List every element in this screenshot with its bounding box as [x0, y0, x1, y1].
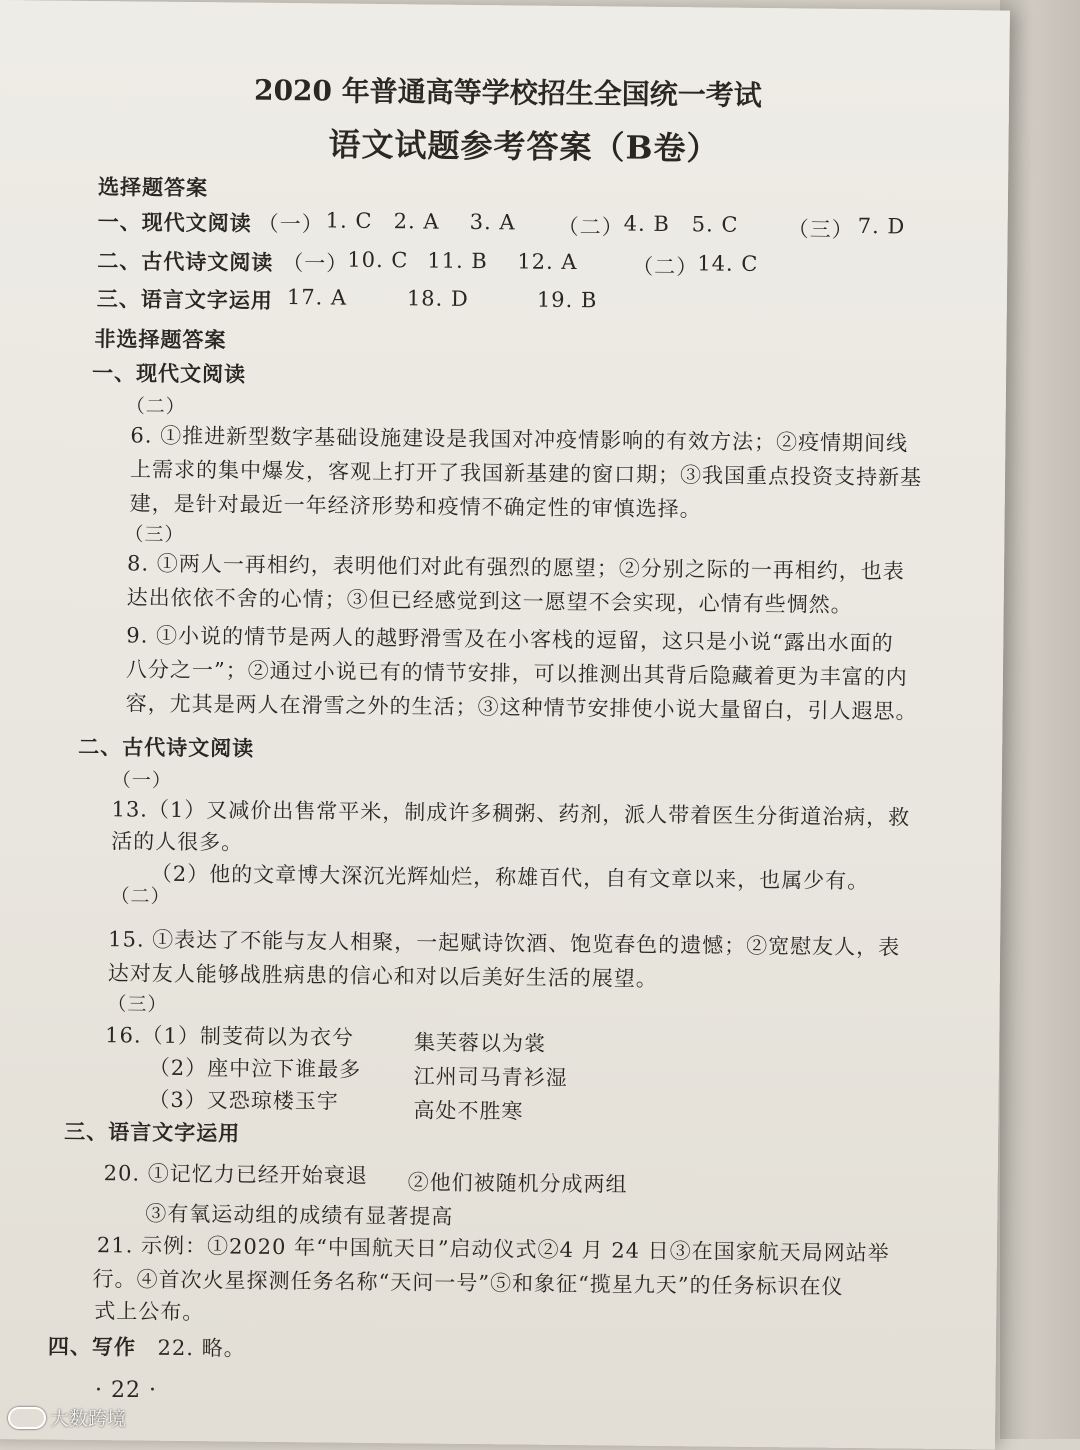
part-label: （三）	[107, 993, 168, 1016]
mc-row-label: 三、语言文字运用	[96, 286, 274, 313]
mc-answer: 7. D	[857, 213, 906, 239]
mc-answer: 3. A	[469, 209, 516, 235]
mc-answer: 4. B	[623, 211, 670, 237]
answer-line: 活的人很多。	[111, 829, 244, 855]
answer-line: 八分之一”；②通过小说已有的情节安排，可以推测出其背后隐藏着更为丰富的内	[125, 657, 908, 690]
answer-line: 13.（1）又减价出售常平米，制成许多稠粥、药剂，派人带着医生分街道治病，救	[111, 797, 911, 830]
part-label: （二）	[125, 395, 186, 418]
nonmc-heading: 非选择题答案	[94, 326, 227, 353]
watermark-logo-icon	[8, 1407, 46, 1429]
answer-line: 建，是针对最近一年经济形势和疫情不确定性的审慎选择。	[129, 491, 702, 522]
mc-row-2	[97, 245, 759, 280]
watermark	[8, 1404, 126, 1431]
mc-row-label: 二、古代诗文阅读	[97, 248, 274, 275]
page-edge-shadow	[1000, 0, 1080, 1439]
mc-part: （二）	[557, 214, 624, 240]
mc-part: （一）	[282, 250, 349, 276]
mc-answer: 19. B	[536, 287, 598, 313]
answer-line: 8. ①两人一再相约，表明他们对此有强烈的愿望；②分别之际的一再相约，也表	[126, 551, 905, 584]
answer-line: （3）又恐琼楼玉宇	[148, 1087, 339, 1114]
answer-line: 高处不胜寒	[413, 1098, 524, 1124]
answer-line: （2）他的文章博大深沉光辉灿烂，称雄百代，自有文章以来，也属少有。	[150, 861, 870, 894]
section-4-row	[48, 1331, 246, 1363]
answer-line: 江州司马青衫湿	[413, 1064, 568, 1091]
section-1-heading: 一、现代文阅读	[91, 359, 247, 387]
mc-answer: 10. C	[347, 247, 409, 273]
mc-heading: 选择题答案	[97, 174, 209, 201]
section-2-heading: 二、古代诗文阅读	[78, 733, 255, 761]
answer-line: 上需求的集中爆发，客观上打开了我国新基建的窗口期；③我国重点投资支持新基	[129, 457, 923, 490]
answer-line: 式上公布。	[94, 1299, 205, 1325]
part-label: （一）	[111, 769, 172, 792]
mc-answer: 5. C	[691, 212, 739, 237]
mc-answer: 11. B	[427, 248, 488, 274]
mc-part: （一）	[257, 211, 324, 237]
answer-line: 20. ①记忆力已经开始衰退	[103, 1161, 368, 1188]
answer-line: ②他们被随机分成两组	[407, 1170, 628, 1197]
answer-line: （2）座中泣下谁最多	[148, 1055, 362, 1082]
mc-row-1	[97, 206, 906, 242]
exam-title: 2020 年普通高等学校招生全国统一考试	[253, 73, 762, 112]
section-3-heading: 三、语言文字运用	[64, 1118, 241, 1146]
answer-line: 容，尤其是两人在滑雪之外的生活；③这种情节安排使小说大量留白，引人遐思。	[125, 691, 918, 724]
mc-answer: 14. C	[697, 251, 759, 276]
part-label: （二）	[110, 885, 171, 908]
answer-line: 22. 略。	[157, 1335, 246, 1361]
mc-answer: 18. D	[406, 286, 469, 311]
answer-line: 6. ①推进新型数字基础设施建设是我国对冲疫情影响的有效方法；②疫情期间线	[130, 423, 909, 456]
mc-answer: 1. C	[325, 208, 373, 233]
mc-answer: 17. A	[286, 285, 348, 310]
answer-line: 行。④首次火星探测任务名称“天问一号”⑤和象征“揽星九天”的任务标识在仪	[92, 1267, 844, 1299]
watermark-text: 大数跨境	[50, 1408, 127, 1430]
answer-line: 集芙蓉以为裳	[413, 1030, 547, 1056]
answer-line: 达对友人能够战胜病患的信心和对以后美好生活的展望。	[107, 961, 658, 991]
answer-line: 9. ①小说的情节是两人的越野滑雪及在小客栈的逗留，这只是小说“露出水面的	[126, 623, 894, 656]
answer-line: 16.（1）制芰荷以为衣兮	[105, 1023, 355, 1050]
section-4-heading: 四、写作	[47, 1333, 137, 1360]
mc-part: （二）	[632, 254, 699, 280]
mc-row-label: 一、现代文阅读	[97, 209, 252, 236]
answer-title: 语文试题参考答案（B卷）	[328, 125, 720, 168]
mc-answer: 12. A	[517, 249, 578, 275]
mc-answer: 2. A	[393, 209, 440, 234]
answer-line: 达出依依不舍的心情；③但已经感觉到这一愿望不会实现，心情有些惆然。	[126, 585, 853, 617]
answer-line: ③有氧运动组的成绩有显著提高	[145, 1201, 454, 1229]
mc-part: （三）	[787, 217, 854, 242]
part-label: （三）	[124, 523, 185, 546]
answer-line: 15. ①表达了不能与友人相聚，一起赋诗饮酒、饱览春色的遗憾；②宽慰友人，表	[108, 927, 901, 960]
answer-line: 21. 示例：①2020 年“中国航天日”启动仪式②4 月 24 日③在国家航天局网站举	[96, 1233, 890, 1266]
page-number: · 22 ·	[95, 1378, 157, 1403]
mc-row-3	[96, 283, 598, 315]
